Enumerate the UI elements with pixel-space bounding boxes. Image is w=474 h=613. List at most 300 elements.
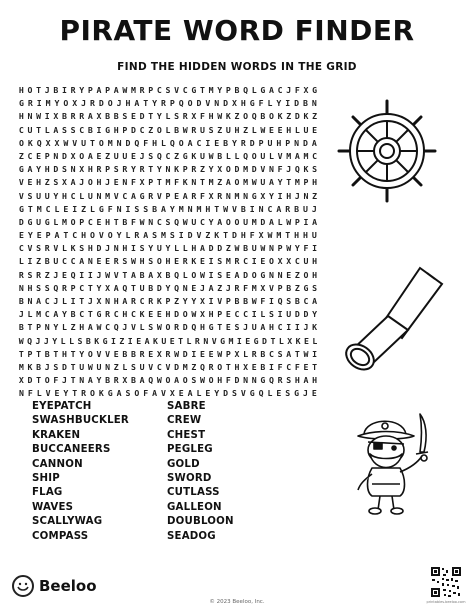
grid-letter: I <box>205 137 211 148</box>
grid-letter: S <box>234 322 240 333</box>
grid-letter: P <box>79 216 85 227</box>
grid-letter: V <box>148 361 154 372</box>
grid-letter: N <box>225 190 231 201</box>
grid-letter: W <box>199 375 205 386</box>
grid-letter: B <box>44 348 50 359</box>
grid-letter: S <box>148 256 154 267</box>
grid-letter: B <box>234 296 240 306</box>
grid-letter: N <box>294 137 300 148</box>
grid-letter: H <box>87 164 93 175</box>
grid-letter: N <box>79 375 85 386</box>
grid-letter: A <box>87 150 93 161</box>
grid-letter: A <box>148 269 154 280</box>
grid-letter: V <box>205 98 211 109</box>
grid-letter: M <box>234 190 240 201</box>
grid-letter: B <box>18 296 24 306</box>
grid-letter: N <box>165 164 171 175</box>
grid-letter: V <box>18 177 24 188</box>
grid-letter: G <box>253 335 259 346</box>
grid-letter: S <box>70 124 76 135</box>
grid-letter: J <box>105 177 111 188</box>
grid-letter: R <box>122 164 128 175</box>
grid-letter: O <box>63 98 69 109</box>
grid-letter: J <box>303 322 309 333</box>
grid-letter: J <box>53 269 59 280</box>
grid-letter: M <box>36 203 42 214</box>
grid-letter: I <box>251 256 257 267</box>
grid-letter: Q <box>243 150 249 161</box>
grid-letter: E <box>268 124 274 135</box>
grid-letter: G <box>105 124 111 135</box>
grid-letter: C <box>156 361 162 372</box>
grid-letter: H <box>205 203 211 214</box>
grid-letter: T <box>199 85 205 95</box>
grid-letter: G <box>220 335 226 346</box>
grid-letter: K <box>225 111 231 122</box>
grid-letter: W <box>36 111 42 122</box>
grid-letter: U <box>303 124 309 135</box>
grid-letter: H <box>18 111 24 122</box>
grid-letter: N <box>268 164 274 175</box>
grid-letter: A <box>27 164 33 175</box>
grid-letter: J <box>199 282 205 293</box>
grid-letter: Q <box>36 137 42 148</box>
grid-letter: I <box>286 322 292 333</box>
grid-letter: C <box>18 124 24 135</box>
grid-letter: R <box>27 98 33 109</box>
grid-letter: B <box>243 243 249 254</box>
grid-letter: B <box>61 111 67 122</box>
grid-letter: E <box>96 256 102 267</box>
word-list-item: KRAKEN <box>32 429 81 441</box>
grid-letter: G <box>107 388 113 399</box>
grid-letter: S <box>77 335 83 346</box>
qr-caption: printables.beeloo.com <box>426 600 466 604</box>
grid-letter: D <box>234 164 240 175</box>
grid-letter: X <box>156 348 162 359</box>
grid-letter: J <box>43 335 49 346</box>
grid-letter: B <box>174 124 180 135</box>
grid-letter: T <box>286 177 292 188</box>
grid-letter: H <box>217 375 223 386</box>
grid-letter: Y <box>61 309 67 320</box>
grid-letter: T <box>148 111 154 122</box>
grid-letter: U <box>87 190 93 201</box>
grid-letter: N <box>187 203 193 214</box>
grid-letter: Z <box>217 124 223 135</box>
grid-letter: M <box>130 85 136 95</box>
grid-letter: O <box>87 177 93 188</box>
grid-letter: E <box>96 216 102 227</box>
grid-row <box>17 374 319 387</box>
grid-letter: V <box>105 348 111 359</box>
grid-letter: B <box>122 216 128 227</box>
grid-letter: X <box>231 98 237 109</box>
grid-letter: X <box>70 150 76 161</box>
grid-letter: B <box>139 269 145 280</box>
grid-letter: E <box>303 361 309 372</box>
grid-letter: K <box>303 111 309 122</box>
word-list-item: DOUBLOON <box>167 516 234 528</box>
grid-letter: C <box>79 309 85 320</box>
grid-letter: E <box>148 309 154 320</box>
grid-letter: L <box>54 203 60 214</box>
grid-letter: C <box>196 137 202 148</box>
grid-letter: H <box>61 348 67 359</box>
grid-row <box>17 321 319 334</box>
grid-letter: A <box>160 203 166 214</box>
grid-letter: Z <box>174 296 180 306</box>
grid-letter: Q <box>53 282 59 293</box>
grid-letter: C <box>234 309 240 320</box>
grid-letter: N <box>243 375 249 386</box>
grid-letter: J <box>44 361 50 372</box>
grid-letter: I <box>208 269 214 280</box>
grid-letter: L <box>160 137 166 148</box>
grid-letter: V <box>196 230 202 241</box>
grid-letter: S <box>122 111 128 122</box>
grid-letter: S <box>53 361 59 372</box>
grid-row <box>17 190 319 203</box>
grid-row <box>17 361 319 374</box>
grid-letter: A <box>268 177 274 188</box>
word-list-item: EYEPATCH <box>32 401 92 412</box>
grid-letter: A <box>79 256 85 267</box>
grid-letter: P <box>105 85 111 95</box>
grid-letter: Y <box>156 164 162 175</box>
grid-letter: U <box>139 361 145 372</box>
grid-letter: W <box>217 111 223 122</box>
grid-letter: K <box>94 335 100 346</box>
grid-letter: Y <box>191 296 197 306</box>
grid-letter: A <box>174 375 180 386</box>
grid-letter: O <box>225 164 231 175</box>
grid-letter: D <box>223 388 229 399</box>
grid-letter: L <box>243 348 249 359</box>
grid-letter: B <box>18 322 24 333</box>
grid-letter: F <box>243 282 249 293</box>
grid-letter: S <box>122 256 128 267</box>
grid-letter: I <box>79 269 85 280</box>
grid-letter: C <box>182 85 188 95</box>
grid-letter: S <box>61 164 67 175</box>
grid-letter: Y <box>277 177 283 188</box>
grid-letter: R <box>148 296 154 306</box>
grid-letter: U <box>191 216 197 227</box>
grid-letter: E <box>225 269 231 280</box>
grid-letter: Y <box>148 243 154 254</box>
grid-letter: F <box>249 230 255 241</box>
grid-letter: P <box>44 150 50 161</box>
grid-letter: G <box>96 309 102 320</box>
grid-letter: A <box>139 375 145 386</box>
grid-letter: X <box>53 111 59 122</box>
grid-letter: X <box>277 256 283 267</box>
grid-letter: O <box>225 216 231 227</box>
grid-letter: H <box>122 243 128 254</box>
word-list-item: SWORD <box>167 472 212 484</box>
grid-letter: P <box>294 216 300 227</box>
grid-letter: T <box>294 348 300 359</box>
grid-letter: A <box>36 296 42 306</box>
grid-letter: Z <box>36 256 42 267</box>
grid-letter: X <box>122 375 128 386</box>
grid-letter: F <box>294 85 300 95</box>
grid-letter: S <box>165 216 171 227</box>
grid-letter: O <box>18 137 24 148</box>
grid-letter: O <box>251 269 257 280</box>
grid-row <box>17 387 319 400</box>
grid-letter: D <box>156 282 162 293</box>
grid-letter: F <box>143 388 149 399</box>
grid-letter: M <box>294 177 300 188</box>
grid-letter: R <box>174 322 180 333</box>
grid-letter: U <box>260 177 266 188</box>
grid-letter: Q <box>174 216 180 227</box>
grid-row <box>17 269 319 282</box>
grid-letter: Y <box>53 190 59 201</box>
grid-letter: L <box>165 124 171 135</box>
grid-letter: K <box>152 335 158 346</box>
grid-letter: J <box>302 388 308 399</box>
grid-letter: W <box>174 348 180 359</box>
grid-letter: T <box>53 348 59 359</box>
grid-letter: C <box>243 256 249 267</box>
grid-letter: Z <box>191 361 197 372</box>
grid-letter: H <box>276 137 282 148</box>
grid-letter: J <box>81 98 87 109</box>
grid-letter: Q <box>258 388 264 399</box>
grid-letter: P <box>225 348 231 359</box>
grid-letter: Y <box>53 322 59 333</box>
ship-wheel-icon <box>336 95 438 207</box>
grid-letter: F <box>303 243 309 254</box>
grid-letter: A <box>96 85 102 95</box>
grid-letter: U <box>311 230 317 241</box>
grid-letter: E <box>245 335 251 346</box>
word-list-item: SEADOG <box>167 530 216 542</box>
grid-letter: Z <box>148 124 154 135</box>
word-list-left <box>32 400 129 544</box>
grid-letter: E <box>191 282 197 293</box>
grid-letter: R <box>113 375 119 386</box>
grid-letter: U <box>79 361 85 372</box>
grid-letter: L <box>125 230 131 241</box>
grid-letter: Y <box>52 335 58 346</box>
grid-letter: L <box>182 243 188 254</box>
grid-letter: R <box>182 256 188 267</box>
grid-letter: H <box>87 243 93 254</box>
grid-letter: I <box>236 335 242 346</box>
grid-letter: A <box>144 335 150 346</box>
grid-letter: G <box>191 85 197 95</box>
grid-letter: U <box>303 256 309 267</box>
grid-letter: X <box>199 309 205 320</box>
grid-letter: E <box>36 150 42 161</box>
grid-letter: E <box>130 150 136 161</box>
grid-letter: D <box>243 269 249 280</box>
grid-letter: L <box>182 269 188 280</box>
grid-letter: M <box>228 335 234 346</box>
grid-letter: O <box>89 230 95 241</box>
grid-letter: M <box>303 150 309 161</box>
grid-letter: M <box>105 190 111 201</box>
grid-letter: T <box>214 203 220 214</box>
grid-letter: X <box>105 282 111 293</box>
grid-letter: S <box>285 388 291 399</box>
grid-letter: N <box>105 361 111 372</box>
grid-letter: Q <box>268 375 274 386</box>
grid-letter: X <box>72 98 78 109</box>
grid-letter: C <box>165 150 171 161</box>
grid-letter: C <box>312 150 318 161</box>
grid-letter: E <box>174 190 180 201</box>
grid-letter: Q <box>199 361 205 372</box>
grid-letter: U <box>199 124 205 135</box>
grid-letter: T <box>70 361 76 372</box>
grid-letter: A <box>268 85 274 95</box>
grid-letter: T <box>36 85 42 95</box>
grid-row <box>17 229 319 242</box>
grid-letter: H <box>61 190 67 201</box>
grid-letter: B <box>105 375 111 386</box>
grid-letter: X <box>61 177 67 188</box>
grid-letter: W <box>208 150 214 161</box>
grid-letter: D <box>208 243 214 254</box>
grid-letter: S <box>53 177 59 188</box>
grid-letter: E <box>130 111 136 122</box>
grid-letter: V <box>277 150 283 161</box>
grid-letter: A <box>182 190 188 201</box>
grid-letter: B <box>53 85 59 95</box>
grid-letter: I <box>44 111 50 122</box>
grid-letter: R <box>182 111 188 122</box>
grid-letter: R <box>277 375 283 386</box>
grid-letter: C <box>277 85 283 95</box>
grid-letter: N <box>96 190 102 201</box>
grid-letter: U <box>286 309 292 320</box>
grid-letter: E <box>277 124 283 135</box>
word-list-item: BUCCANEERS <box>32 444 111 456</box>
grid-letter: T <box>36 348 42 359</box>
grid-letter: G <box>44 216 50 227</box>
grid-letter: Y <box>208 164 214 175</box>
grid-letter: B <box>122 348 128 359</box>
grid-letter: W <box>130 256 136 267</box>
grid-letter: A <box>286 348 292 359</box>
grid-letter: N <box>44 322 50 333</box>
grid-letter: R <box>139 348 145 359</box>
grid-letter: L <box>186 335 192 346</box>
grid-row <box>17 163 319 176</box>
grid-letter: A <box>53 309 59 320</box>
grid-letter: I <box>96 124 102 135</box>
grid-letter: U <box>161 335 167 346</box>
grid-letter: U <box>156 243 162 254</box>
grid-letter: E <box>178 388 184 399</box>
grid-letter: M <box>251 216 257 227</box>
grid-letter: G <box>312 85 318 95</box>
grid-letter: O <box>234 216 240 227</box>
grid-letter: H <box>139 256 145 267</box>
grid-letter: D <box>174 309 180 320</box>
grid-letter: D <box>27 375 33 386</box>
grid-letter: E <box>199 256 205 267</box>
grid-letter: V <box>231 203 237 214</box>
grid-letter: N <box>27 296 33 306</box>
grid-letter: L <box>251 124 257 135</box>
grid-letter: I <box>87 269 93 280</box>
grid-letter: X <box>139 177 145 188</box>
grid-letter: K <box>156 296 162 306</box>
grid-letter: N <box>268 269 274 280</box>
grid-letter: C <box>277 322 283 333</box>
grid-letter: O <box>182 375 188 386</box>
grid-letter: O <box>268 111 274 122</box>
grid-letter: Z <box>205 230 211 241</box>
grid-letter: R <box>234 282 240 293</box>
grid-letter: S <box>165 85 171 95</box>
grid-letter: M <box>225 256 231 267</box>
grid-letter: Z <box>294 282 300 293</box>
page-title: PIRATE WORD FINDER <box>59 14 415 47</box>
grid-letter: W <box>87 361 93 372</box>
grid-letter: L <box>60 335 66 346</box>
grid-letter: U <box>81 137 87 148</box>
grid-letter: R <box>191 190 197 201</box>
grid-letter: J <box>243 322 249 333</box>
grid-letter: R <box>18 269 24 280</box>
grid-row <box>17 150 319 163</box>
grid-letter: Z <box>119 335 125 346</box>
grid-letter: P <box>225 296 231 306</box>
grid-letter: H <box>312 269 318 280</box>
grid-letter: F <box>130 216 136 227</box>
grid-letter: V <box>96 348 102 359</box>
grid-letter: G <box>139 190 145 201</box>
grid-letter: N <box>214 98 220 109</box>
grid-letter: N <box>203 335 209 346</box>
grid-letter: D <box>130 124 136 135</box>
grid-letter: Q <box>243 85 249 95</box>
grid-letter: U <box>96 361 102 372</box>
grid-letter: T <box>36 375 42 386</box>
grid-letter: Z <box>113 361 119 372</box>
grid-letter: U <box>36 190 42 201</box>
grid-letter: U <box>122 150 128 161</box>
grid-letter: R <box>234 256 240 267</box>
grid-letter: Q <box>251 111 257 122</box>
grid-letter: D <box>262 335 267 346</box>
grid-letter: S <box>61 124 67 135</box>
grid-letter: C <box>72 230 78 241</box>
grid-letter: G <box>303 282 309 293</box>
grid-letter: M <box>182 361 188 372</box>
grid-letter: E <box>286 269 292 280</box>
grid-letter: B <box>286 282 292 293</box>
grid-letter: R <box>36 269 42 280</box>
grid-letter: H <box>44 164 50 175</box>
grid-letter: C <box>79 282 85 293</box>
grid-letter: I <box>191 348 197 359</box>
grid-letter: D <box>217 243 223 254</box>
grid-letter: Q <box>122 282 128 293</box>
grid-letter: S <box>217 269 223 280</box>
grid-letter: N <box>105 296 111 306</box>
grid-letter: J <box>139 150 145 161</box>
grid-letter: H <box>165 256 171 267</box>
grid-letter: R <box>240 137 246 148</box>
